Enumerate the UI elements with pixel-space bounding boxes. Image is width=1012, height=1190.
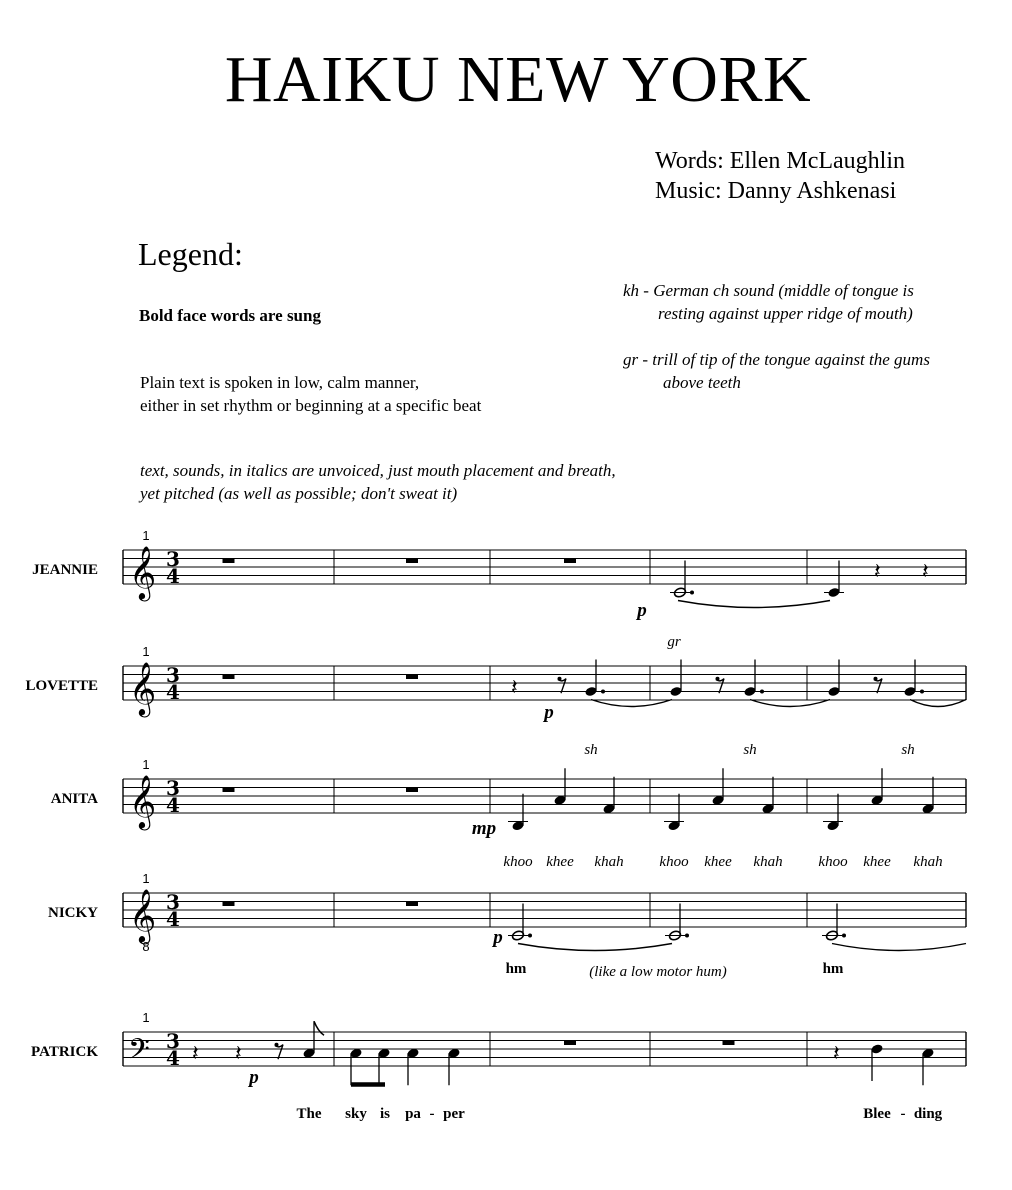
time-signature-top: 3 [166,1029,180,1053]
lyric-syllable: khee [863,854,891,870]
lyric-syllable: Blee [863,1106,891,1122]
tie [518,944,672,951]
performance-note: (like a low motor hum) [589,964,727,980]
quarter-rest: 𝄽 [192,1041,199,1067]
augmentation-dot [842,934,846,938]
dynamic-marking: p [493,927,503,948]
bass-clef-icon: 𝄢 [128,1033,150,1073]
tie [591,700,672,707]
legend-italic-note-1: text, sounds, in italics are unvoiced, just mouth placement and breath, [140,461,616,480]
dynamic-marking: p [544,702,554,723]
tie [910,700,966,707]
whole-rest [564,1041,576,1046]
time-signature-bottom: 4 [166,793,180,817]
time-signature-top: 3 [166,890,180,914]
treble-clef-icon: 𝄞 [129,661,157,715]
lyric-syllable: hm [505,961,527,977]
legend-kh-note-1: kh - German ch sound (middle of tongue is [623,281,914,300]
time-signature-top: 3 [166,547,180,571]
eighth-flag [314,1021,324,1035]
eighth-rest-dot [874,677,878,681]
whole-rest [406,675,418,680]
lyric-syllable: khoo [659,854,689,870]
lyric-syllable: is [379,1106,391,1122]
page-title: HAIKU NEW YORK [224,43,812,116]
eighth-rest-dot [558,677,562,681]
quarter-rest: 𝄽 [833,1041,840,1067]
staff-name-patrick: PATRICK [31,1044,98,1060]
legend-gr-note-2: above teeth [663,373,741,392]
whole-rest [406,902,418,907]
augmentation-dot [920,690,924,694]
legend-plain-note-1: Plain text is spoken in low, calm manner, [140,373,420,392]
whole-rest [223,675,235,680]
augmentation-dot [528,934,532,938]
staff-name-jeannie: JEANNIE [32,562,98,578]
lyric-syllable: ding [913,1106,943,1122]
dynamic-marking: mp [471,818,497,839]
lyric-syllable: khee [704,854,732,870]
legend-bold-note: Bold face words are sung [139,306,321,325]
legend-heading: Legend: [138,236,243,272]
legend-kh-note-2: resting against upper ridge of mouth) [658,304,913,323]
eighth-rest-dot [275,1043,279,1047]
dynamic-marking: p [637,600,647,621]
lyric-syllable: khoo [818,854,848,870]
augmentation-dot [601,690,605,694]
composer-credit: Music: Danny Ashkenasi [655,178,897,204]
lyricist-credit: Words: Ellen McLaughlin [655,148,906,174]
whole-rest [406,559,418,564]
lyric-syllable: khee [546,854,574,870]
augmentation-dot [690,591,694,595]
tie [832,944,966,951]
lyric-syllable: khah [594,854,624,870]
staff-name-anita: ANITA [50,791,98,807]
whole-rest [223,559,235,564]
treble-clef-icon: 𝄞 [129,888,157,942]
technique-direction: gr [667,634,681,650]
whole-rest [723,1041,735,1046]
time-signature-bottom: 4 [166,680,180,704]
time-signature-top: 3 [166,663,180,687]
measure-number: 1 [142,1010,150,1025]
quarter-rest: 𝄽 [874,559,881,585]
eighth-rest-dot [716,677,720,681]
octave-8-marker: 8 [142,939,150,954]
augmentation-dot [685,934,689,938]
whole-rest [406,788,418,793]
tie [750,700,830,707]
measure-number: 1 [142,644,150,659]
treble-clef-icon: 𝄞 [129,774,157,828]
lyric-syllable: khoo [503,854,533,870]
tie [678,601,830,608]
technique-direction: sh [584,742,598,758]
whole-rest [564,559,576,564]
lyric-syllable: per [443,1106,465,1122]
lyric-syllable: khah [913,854,943,870]
time-signature-bottom: 4 [166,1046,180,1070]
quarter-rest: 𝄽 [235,1041,242,1067]
time-signature-top: 3 [166,776,180,800]
lyric-syllable: The [296,1106,322,1122]
staff-name-lovette: LOVETTE [25,678,98,694]
whole-rest [223,788,235,793]
lyric-hyphen: - [429,1106,435,1122]
lyric-hyphen: - [900,1106,906,1122]
lyric-syllable: hm [822,961,844,977]
treble-clef-icon: 𝄞 [129,545,157,599]
lyric-syllable: khah [753,854,783,870]
technique-direction: sh [901,742,915,758]
music-score [0,520,1012,1160]
quarter-rest: 𝄽 [922,559,929,585]
legend-plain-note-2: either in set rhythm or beginning at a specific beat [140,396,482,415]
legend-gr-note-1: gr - trill of tip of the tongue against the gums [623,350,930,369]
legend-italic-note-2: yet pitched (as well as possible; don't sweat it) [140,484,458,503]
staff-name-nicky: NICKY [47,905,98,921]
time-signature-bottom: 4 [166,907,180,931]
dynamic-marking: p [249,1067,259,1088]
lyric-syllable: sky [345,1106,367,1122]
lyric-syllable: pa [405,1106,421,1122]
whole-rest [223,902,235,907]
augmentation-dot [760,690,764,694]
measure-number: 1 [142,757,150,772]
time-signature-bottom: 4 [166,564,180,588]
measure-number: 1 [142,528,150,543]
eighth-beam [351,1082,385,1087]
quarter-rest: 𝄽 [511,675,518,701]
technique-direction: sh [743,742,757,758]
measure-number: 1 [142,871,150,886]
